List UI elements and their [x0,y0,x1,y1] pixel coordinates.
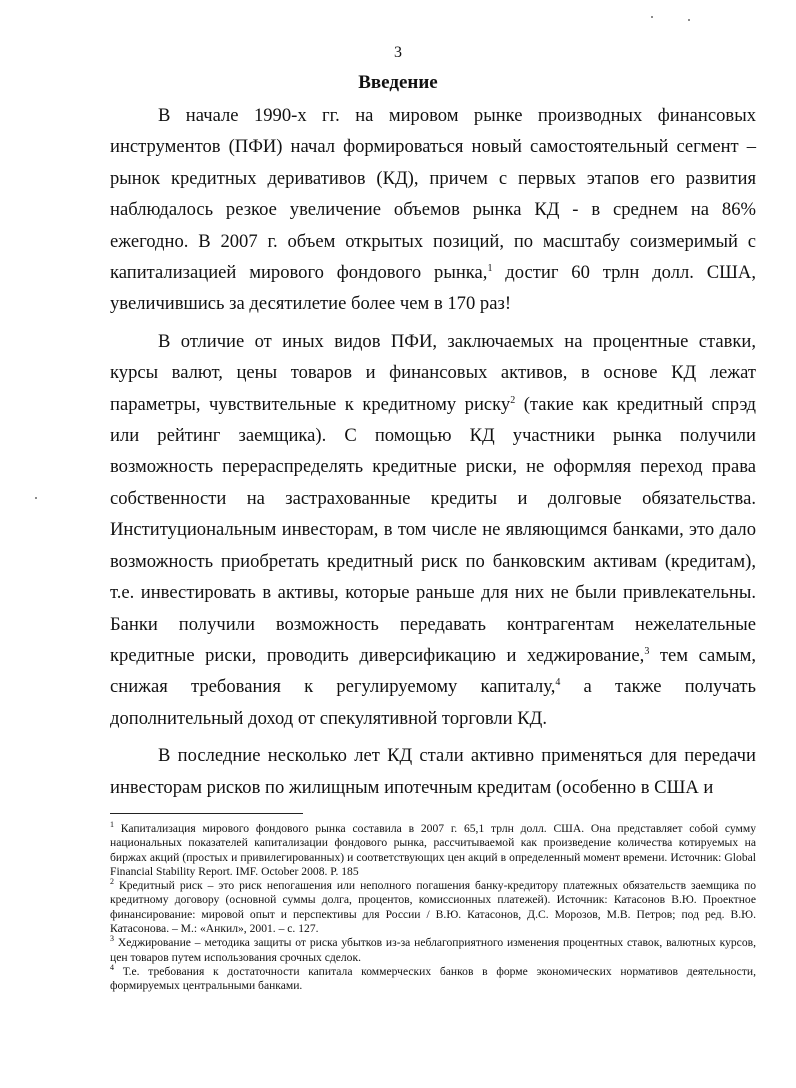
paragraph: В начале 1990-х гг. на мировом рынке производных финансовых инструментов (ПФИ) начал формироваться новый самостоятельный сегмент – рынок кредитных деривативов (КД), причем с первых этапов его развития наблюдалось резкое увеличение объемов рынка КД - в среднем на 86% ежегодно. В 2007 г. объем открытых позиций, по масштабу соизмеримый с капитализацией мирового фондового рынка,$^1$ достиг 60 трлн долл. США, увеличившись за десятилетие более чем в 170 раз! [110,105,756,315]
footnote: $^4$ Т.е. требования к достаточности капитала коммерческих банков в форме экономических нормативов деятельности, формируемых центральными банками. [110,963,756,993]
scan-speck [35,497,37,499]
footnote-mark: 2 [110,877,114,887]
scan-speck [651,16,653,18]
footnote: $^3$ Хеджирование – методика защиты от риска убытков из-за неблагоприятного изменения процентных ставок, валютных курсов, цен товаров путем использования срочных сделок. [110,934,756,964]
footnote-mark: 1 [110,820,114,830]
footnote-ref[interactable]: 1 [487,262,493,274]
scan-speck [688,19,690,21]
paragraph: В последние несколько лет КД стали активно применяться для передачи инвесторам рисков по жилищным ипотечным кредитам (особенно в США и [110,745,756,798]
footnote: $^1$ Капитализация мирового фондового рынка составила в 2007 г. 65,1 трлн долл. США. Она представляет собой сумму национальных показателей капитализации фондового рынка, рассчитываемой как произведение количества котируемых на биржах акций (простых и привилегированных) и соответствующих цен акций в определенный момент времени. Источник: Global Financial Stability Report. IMF. October 2008. P. 185 [110,820,756,878]
footnote-ref[interactable]: 3 [644,645,650,657]
footnote-mark: 3 [110,934,114,944]
footnote: $^2$ Кредитный риск – это риск непогашения или неполного погашения банку-кредитору платежных обязательств заемщика по кредитному договору (основной суммы долга, процентов, комиссионных платежей). Источник: Катасонов В.Ю. Проектное финансирование: мировой опыт и перспективы для России / В.Ю. Катасонов, Д.С. Морозов, М.В. Петров; под ред. В.Ю. Катасонова. – М.: «Анкил», 2001. – с. 127. [110,877,756,936]
footnote-ref[interactable]: 4 [555,677,561,689]
footnote-separator [110,813,303,814]
page-title: Введение [358,72,438,93]
footnote-mark: 4 [110,963,114,973]
paragraph: В отличие от иных видов ПФИ, заключаемых на процентные ставки, курсы валют, цены товаров и финансовых активов, в основе КД лежат параметры, чувствительные к кредитному риску$^2$ (такие как кредитный спрэд или рейтинг заемщика). С помощью КД участники рынка получили возможность перераспределять кредитные риски, не оформляя переход права собственности на застрахованные кредиты и долговые обязательства. Институциональным инвесторам, в том числе не являющимся банками, это дало возможность приобретать кредитный риск по банковским активам (кредитам), т.е. инвестировать в активы, которые раньше для них не были привлекательны. Банки получили возможность передавать контрагентам нежелательные кредитные риски, проводить диверсификацию и хеджирование,$^3$ тем самым, снижая требования к регулируемому капиталу,$^4$ а также получать дополнительный доход от спекулятивной торговли КД. [110,330,756,729]
footnote-ref[interactable]: 2 [510,394,516,406]
page-number: 3 [394,44,402,61]
body-text [110,100,756,803]
footnotes [110,822,756,994]
